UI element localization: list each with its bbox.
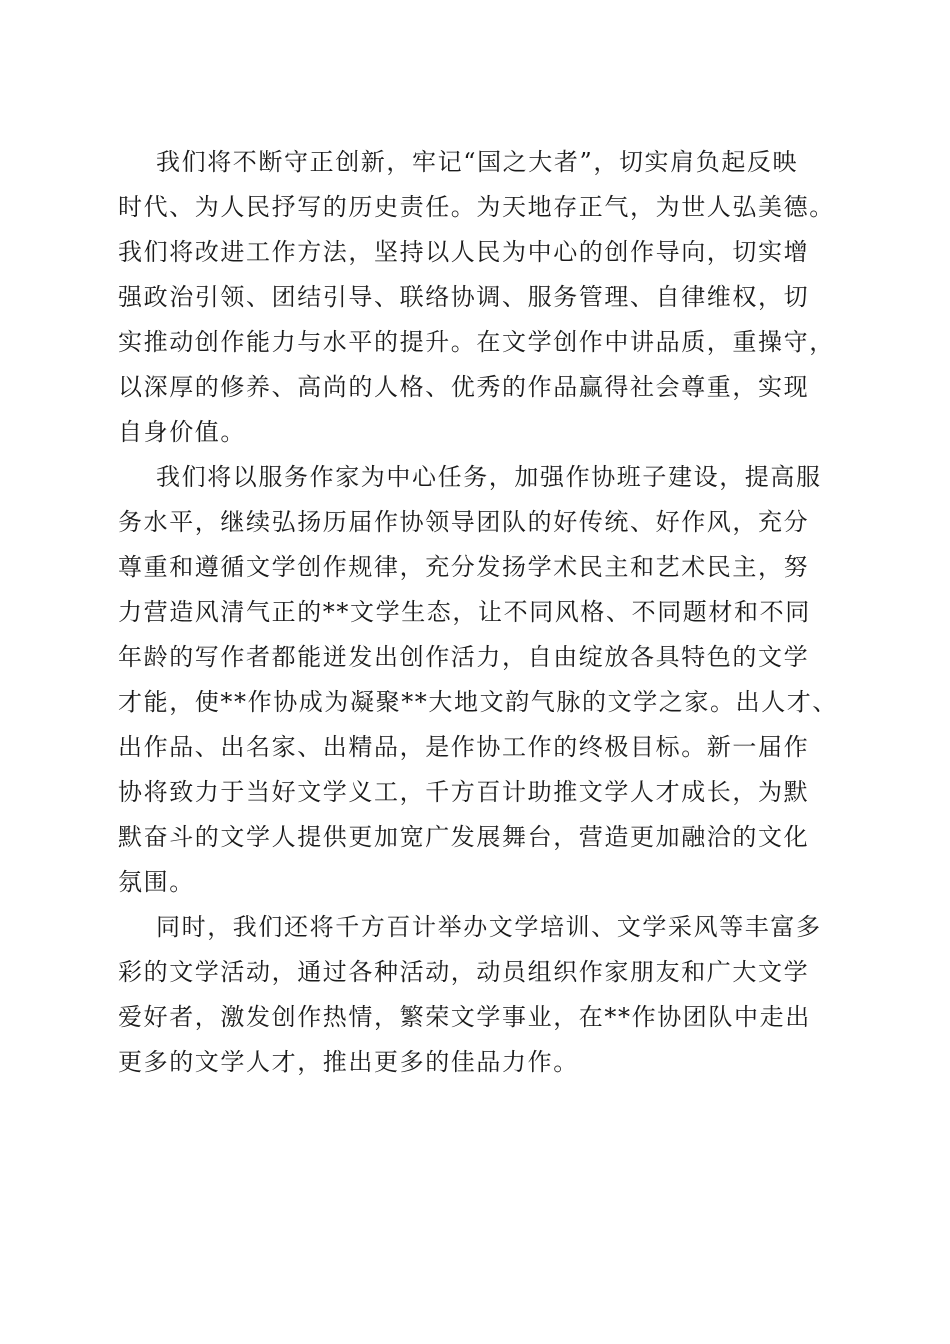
paragraph-3-line-1: 同时，我们还将千方百计举办文学培训、文学采风等丰富多 xyxy=(156,913,822,941)
paragraph-2-line-10: 氛围。 xyxy=(118,868,195,896)
paragraph-1-line-5: 实推动创作能力与水平的提升。在文学创作中讲品质，重操守， xyxy=(118,328,835,356)
paragraph-1-line-6: 以深厚的修养、高尚的人格、优秀的作品赢得社会尊重，实现 xyxy=(118,373,810,401)
paragraph-2-line-5: 年龄的写作者都能迸发出创作活力，自由绽放各具特色的文学 xyxy=(118,643,810,671)
paragraph-1-line-1: 我们将不断守正创新，牢记“国之大者”，切实肩负起反映 xyxy=(156,148,799,176)
paragraph-2-line-6: 才能，使**作协成为凝聚**大地文韵气脉的文学之家。出人才、 xyxy=(118,688,838,716)
paragraph-1-line-2: 时代、为人民抒写的历史责任。为天地存正气，为世人弘美德。 xyxy=(118,193,835,221)
paragraph-2-line-9: 默奋斗的文学人提供更加宽广发展舞台，营造更加融洽的文化 xyxy=(118,823,810,851)
paragraph-1-line-4: 强政治引领、团结引导、联络协调、服务管理、自律维权，切 xyxy=(118,283,810,311)
paragraph-2-line-8: 协将致力于当好文学义工，千方百计助推文学人才成长，为默 xyxy=(118,778,810,806)
paragraph-3-line-3: 爱好者，激发创作热情，繁荣文学事业，在**作协团队中走出 xyxy=(118,1003,811,1031)
paragraph-3-line-4: 更多的文学人才，推出更多的佳品力作。 xyxy=(118,1048,579,1076)
paragraph-2-line-1: 我们将以服务作家为中心任务，加强作协班子建设，提高服 xyxy=(156,463,822,491)
paragraph-1-line-7: 自身价值。 xyxy=(118,418,246,446)
paragraph-3-line-2: 彩的文学活动，通过各种活动，动员组织作家朋友和广大文学 xyxy=(118,958,810,986)
paragraph-1-line-3: 我们将改进工作方法，坚持以人民为中心的创作导向，切实增 xyxy=(118,238,810,266)
paragraph-2-line-3: 尊重和遵循文学创作规律，充分发扬学术民主和艺术民主，努 xyxy=(118,553,810,581)
document-body xyxy=(118,140,838,1085)
paragraph-2-line-7: 出作品、出名家、出精品，是作协工作的终极目标。新一届作 xyxy=(118,733,810,761)
paragraph-2-line-2: 务水平，继续弘扬历届作协领导团队的好传统、好作风，充分 xyxy=(118,508,810,536)
paragraph-2-line-4: 力营造风清气正的**文学生态，让不同风格、不同题材和不同 xyxy=(118,598,811,626)
